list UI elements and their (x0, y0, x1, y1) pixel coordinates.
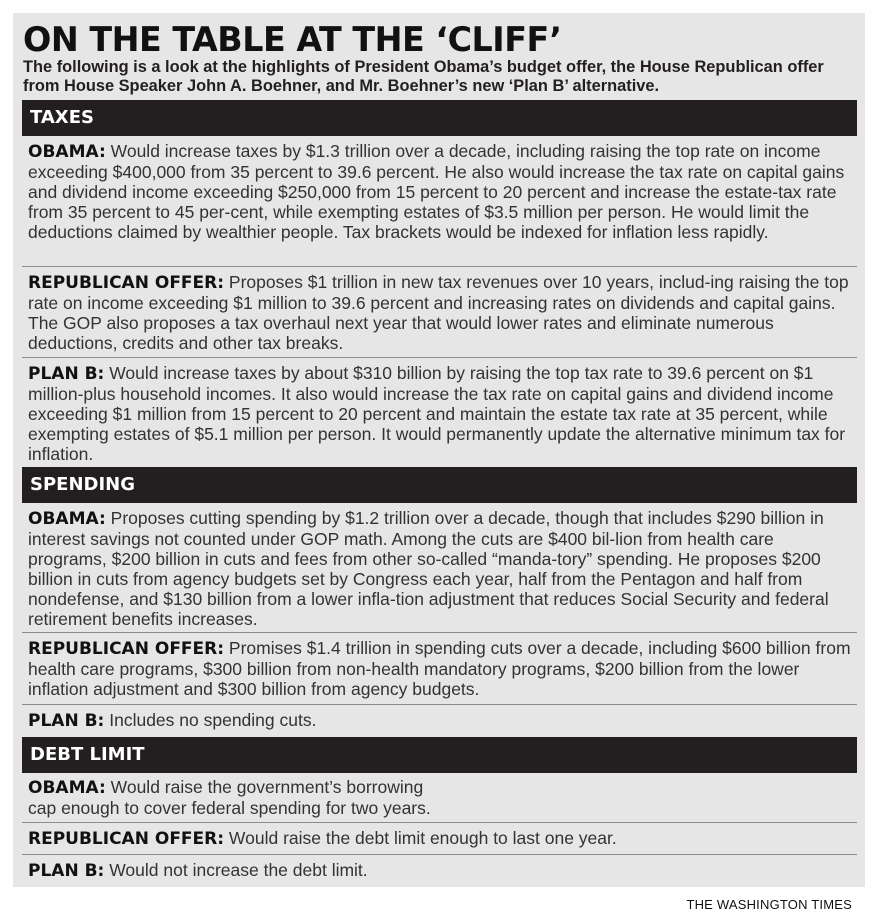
section-header-spending: SPENDING (22, 467, 857, 503)
spending-republican-entry (28, 638, 854, 699)
taxes-republican-entry (28, 272, 854, 353)
entry-text: Proposes $1 trillion in new tax revenues over 10 years, includ-ing raising the top rate on income exceeding $1 million to 39.6 percent and increasing rates on dividends and capital gains. The GOP also proposes a tax overhaul next year that would lower rates and eliminate numerous deductions, credits and other tax breaks. (28, 272, 849, 353)
entry-label: PLAN B: (28, 861, 105, 881)
entry-text: Would raise the government’s borrowing cap enough to cover federal spending for two years. (28, 777, 431, 818)
entry-text: Proposes cutting spending by $1.2 trillion over a decade, though that includes $290 billion in interest savings not counted under GOP math. Among the cuts are $400 bil-lion from health care programs, $200 billion in cuts and fees from other so-called “manda-tory” spending. He proposes $200 billion in cuts from agency budgets set by Congress each year, half from the Pentagon and half from nondefense, and $130 billion from a lower infla-tion adjustment that reduces Social Security and federal retirement benefits increases. (28, 508, 829, 629)
subtitle: The following is a look at the highlights of President Obama’s budget offer, the House Republican offer from House Speaker John A. Boehner, and Mr. Boehner’s new ‘Plan B’ alternative. (23, 58, 824, 95)
entry-text: Would raise the debt limit enough to last one year. (228, 828, 617, 848)
entry-text: Would not increase the debt limit. (109, 860, 368, 880)
entry-label: REPUBLICAN OFFER: (28, 829, 225, 849)
entry-label: OBAMA: (28, 509, 106, 529)
page-title: ON THE TABLE AT THE ‘CLIFF’ (23, 20, 562, 60)
entry-text: Would increase taxes by about $310 billion by raising the top tax rate to 39.6 percent on $1 million-plus household incomes. It also would increase the tax rate on capital gains and dividend income exceeding $1 million from 15 percent to 20 percent and maintain the estate tax rate at 35 percent, while exempting estates of $5.1 million per person. It would permanently update the alternative minimum tax for inflation. (28, 363, 846, 464)
divider (22, 266, 857, 267)
divider (22, 704, 857, 705)
source-credit: THE WASHINGTON TIMES (686, 897, 852, 912)
debt-planb-entry (28, 860, 854, 881)
taxes-planb-entry (28, 363, 854, 464)
entry-label: PLAN B: (28, 711, 105, 731)
divider (22, 357, 857, 358)
spending-obama-entry (28, 508, 854, 629)
section-header-debt-limit: DEBT LIMIT (22, 737, 857, 773)
section-header-taxes: TAXES (22, 100, 857, 136)
entry-text: Would increase taxes by $1.3 trillion over a decade, including raising the top rate on income exceeding $400,000 from 35 percent to 39.6 percent. He also would increase the tax rate on capital gains and dividend income exceeding $250,000 from 15 percent to 20 percent and increase the estate-tax rate from 35 percent to 45 per-cent, while exempting estates of $3.5 million per person. He would limit the deductions claimed by wealthier people. Tax brackets would be indexed for inflation less rapidly. (28, 141, 845, 242)
debt-obama-entry (28, 777, 448, 818)
divider (22, 822, 857, 823)
divider (22, 854, 857, 855)
spending-planb-entry (28, 710, 854, 731)
entry-label: OBAMA: (28, 142, 106, 162)
taxes-obama-entry (28, 141, 854, 242)
debt-republican-entry (28, 828, 854, 849)
entry-label: PLAN B: (28, 364, 105, 384)
entry-label: OBAMA: (28, 778, 106, 798)
entry-text: Includes no spending cuts. (109, 710, 317, 730)
entry-label: REPUBLICAN OFFER: (28, 273, 225, 293)
entry-text: Promises $1.4 trillion in spending cuts over a decade, including $600 billion from health care programs, $300 billion from non-health mandatory programs, $200 billion from the lower inflation adjustment and $300 billion from agency budgets. (28, 638, 851, 699)
divider (22, 632, 857, 633)
entry-label: REPUBLICAN OFFER: (28, 639, 225, 659)
